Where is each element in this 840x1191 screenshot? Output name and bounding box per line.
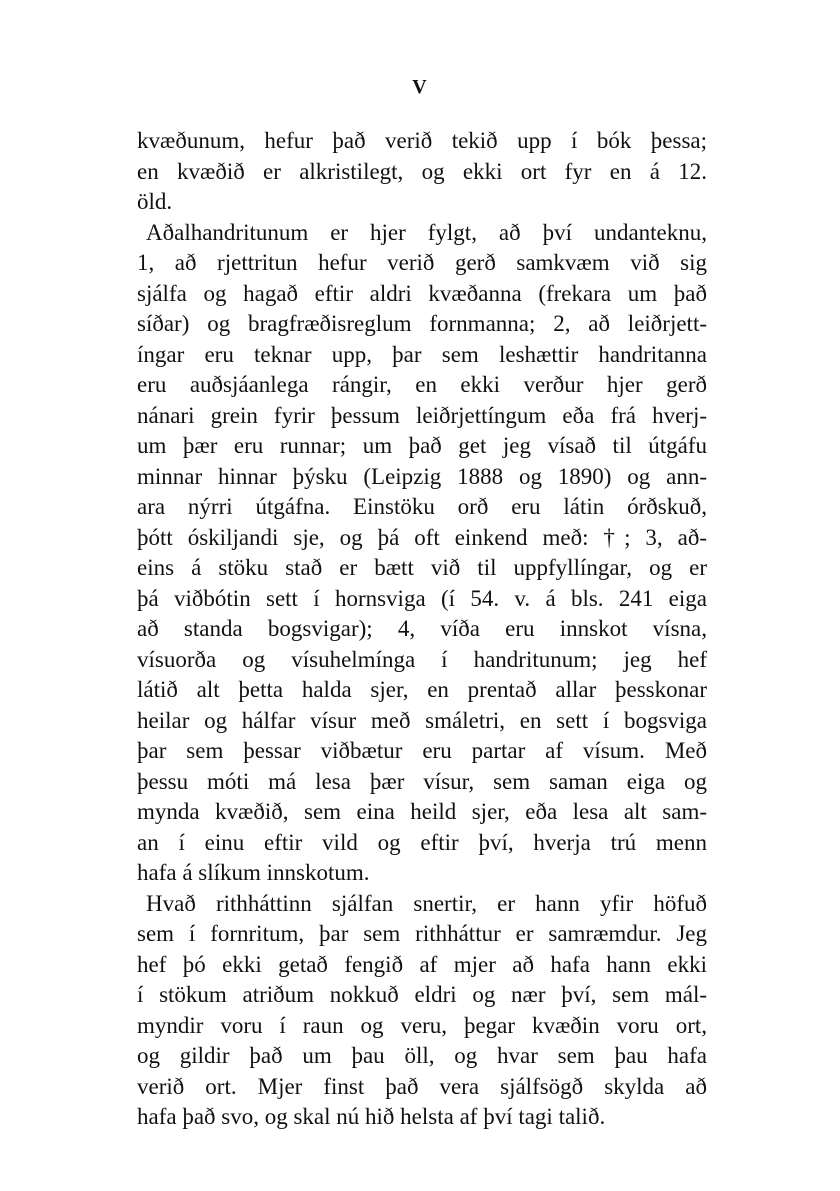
text-line: Aðalhandritunum er hjer fylgt, að því undanteknu, — [146, 219, 707, 245]
text-line: og gildir það um þau öll, og hvar sem þau hafa — [137, 1043, 707, 1068]
text-line: þá viðbótin sett í hornsviga (í 54. v. á bls. 241 eiga — [137, 585, 707, 611]
text-line: látið alt þetta halda sjer, en prentað allar þesskonar — [137, 677, 707, 702]
text-line: þar sem þessar viðbætur eru partar af vísum. Með — [137, 738, 707, 763]
text-line: sjálfa og hagað eftir aldri kvæðanna (frekara um það — [137, 280, 707, 306]
text-line: nánari grein fyrir þessum leiðrjettíngum eða frá hverj- — [137, 402, 707, 428]
text-line: hef þó ekki getað fengið af mjer að hafa hann ekki — [137, 951, 707, 977]
text-line: mynda kvæðið, sem eina heild sjer, eða lesa alt sam- — [137, 799, 707, 824]
text-line: að standa bogsvigar); 4, víða eru innskot vísna, — [137, 616, 707, 641]
text-line: í stökum atriðum nokkuð eldri og nær því, sem mál- — [137, 982, 707, 1007]
text-line: minnar hinnar þýsku (Leipzig 1888 og 1890) og ann- — [137, 463, 707, 489]
text-line: síðar) og bragfræðisreglum fornmanna; 2, að leiðrjett- — [137, 311, 707, 336]
body-text — [137, 126, 707, 1133]
text-line: Hvað rithháttinn sjálfan snertir, er hann yfir höfuð — [146, 890, 707, 916]
text-line: öld. — [137, 189, 173, 214]
text-line: íngar eru teknar upp, þar sem leshættir handritanna — [137, 341, 707, 367]
text-line: eins á stöku stað er bætt við til uppfyllíngar, og er — [137, 555, 707, 580]
text-line: 1, að rjettritun hefur verið gerð samkvæm við sig — [137, 250, 707, 275]
text-line: sem í fornritum, þar sem rithháttur er samræmdur. Jeg — [137, 921, 707, 946]
text-line: hafa það svo, og skal nú hið helsta af því tagi talið. — [137, 1104, 606, 1129]
text-line: vísuorða og vísuhelmínga í handritunum; jeg hef — [137, 646, 707, 672]
text-line: myndir voru í raun og veru, þegar kvæðin voru ort, — [137, 1012, 707, 1038]
text-line: hafa á slíkum innskotum. — [137, 860, 370, 885]
text-line: an í einu eftir vild og eftir því, hverja trú menn — [137, 829, 707, 855]
page-number: V — [412, 76, 428, 98]
text-line: heilar og hálfar vísur með smáletri, en sett í bogsviga — [137, 707, 707, 733]
text-line: ara nýrri útgáfna. Einstöku orð eru látin órðskuð, — [137, 494, 707, 519]
text-line: verið ort. Mjer finst það vera sjálfsögð skylda að — [137, 1073, 707, 1099]
text-line: kvæðunum, hefur það verið tekið upp í bók þessa; — [137, 128, 707, 153]
text-line: en kvæðið er alkristilegt, og ekki ort fyr en á 12. — [137, 158, 707, 184]
text-line: þessu móti má lesa þær vísur, sem saman eiga og — [137, 768, 707, 794]
text-line: um þær eru runnar; um það get jeg vísað til útgáfu — [137, 433, 707, 458]
text-line: þótt óskiljandi sje, og þá oft einkend með: †; 3, að- — [137, 524, 707, 550]
text-line: eru auðsjáanlega rángir, en ekki verður hjer gerð — [137, 372, 707, 397]
